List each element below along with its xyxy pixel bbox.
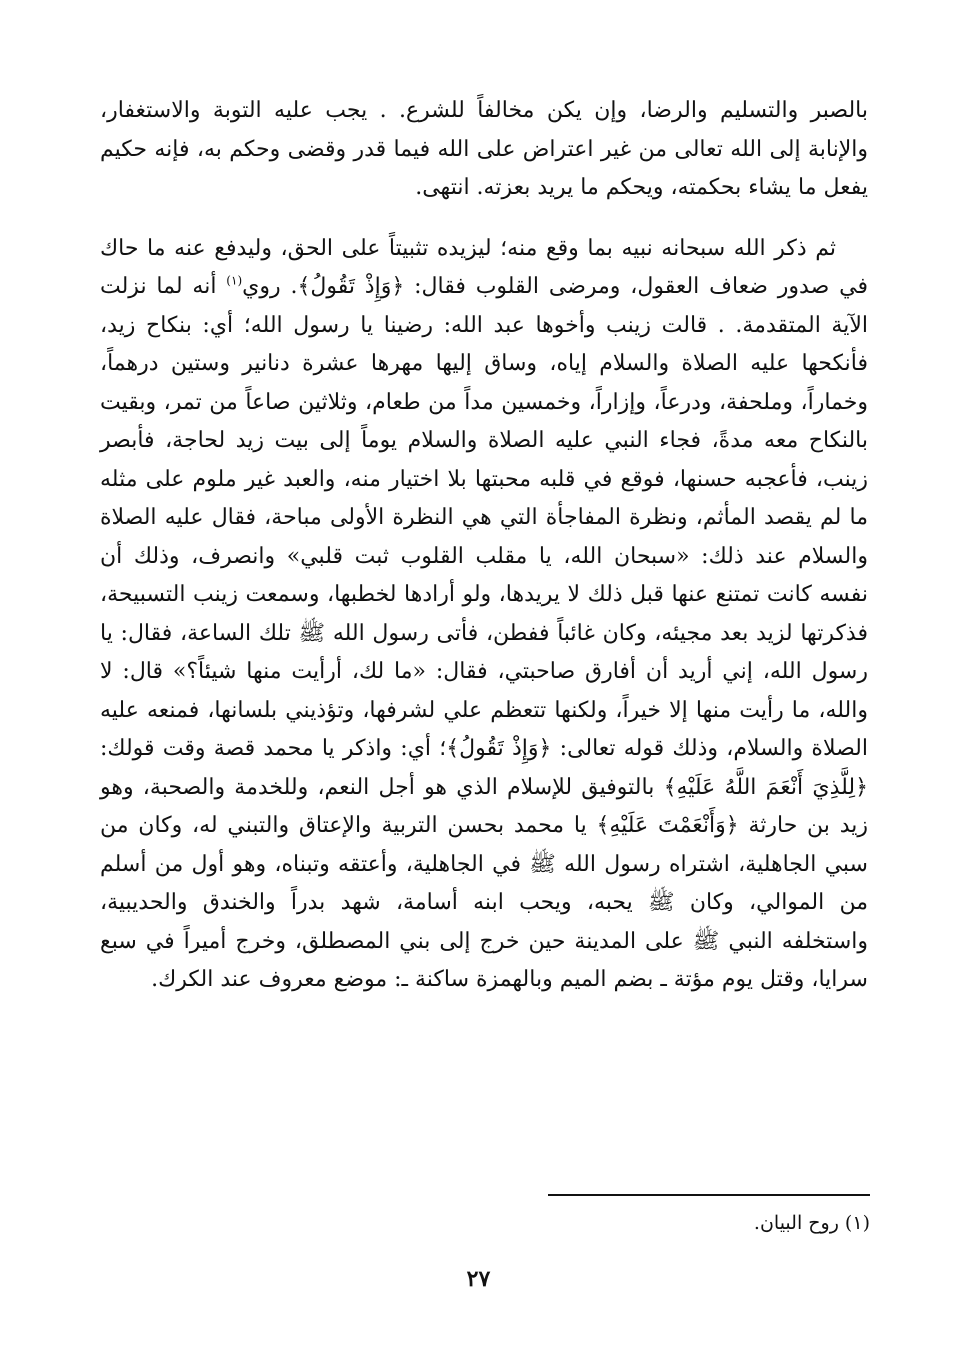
footnote-text: (١) روح البيان. bbox=[753, 1212, 870, 1234]
paragraph-2-text-d: ؛ أي: واذكر يا محمد قصة وقت قولك: bbox=[100, 736, 447, 761]
page-number: ٢٧ bbox=[466, 1266, 491, 1292]
footnote-divider bbox=[548, 1194, 870, 1196]
quran-quote-4: ﴿وَأَنْعَمْتَ عَلَيْهِ﴾ bbox=[596, 813, 739, 838]
footnote-reference[interactable]: (١) bbox=[226, 273, 243, 288]
paragraph-2-text-c: أنه لما نزلت الآية المتقدمة. . قالت زينب وأخوها عبد الله: رضينا يا رسول الله؛ أي: بنكاح زيد، فأنكحها عليه الصلاة والسلام إياه، وساق إليها مهرها عشرة دنانير وستين درهماً، وخماراً، وملحفة، ودرعاً، وإزاراً، وخمسين مداً من طعام، وثلاثين صاعاً من تمر، وبقيت بالنكاح معه مدةً، فجاء النبي عليه الصلاة والسلام يوماً إلى بيت زيد لحاجة، فأبصر زينب، فأعجبه حسنها، فوقع في قلبه محبتها بلا اختيار منه، والعبد غير ملوم على مثله ما لم يقصد المأثم، ونظرة المفاجأة التي هي النظرة الأولى مباحة، فقال عليه الصلاة والسلام عند ذلك: «سبحان الله، يا مقلب القلوب ثبت قلبي» وانصرف، وذلك أن نفسه كانت تمتنع عنها قبل ذلك لا يريدها، ولو أرادها لخطبها، وسمعت زينب التسبيحة، فذكرتها لزيد بعد مجيئه، وكان غائباً ففطن، فأتى رسول الله ﷺ تلك الساعة، فقال: يا رسول الله، إني أريد أن أفارق صاحبتي، فقال: «ما لك، أرأيت منها شيئاً؟» قال: لا والله، ما رأيت منها إلا خيراً، ولكنها تتعظم علي لشرفها، وتؤذيني بلسانها، فمنعه عليه الصلاة والسلام، وذلك قوله تعالى: bbox=[100, 274, 868, 761]
quran-quote-3: ﴿لِلَّذِيَ أَنْعَمَ اللَّهُ عَلَيْهِ﴾ bbox=[663, 774, 868, 800]
paragraph-1-text: بالصبر والتسليم والرضا، وإن يكن مخالفاً للشرع. . يجب عليه التوبة والاستغفار، والإنابة إلى الله تعالى من غير اعتراض على الله فيما قدر وقضى وحكم به، فإنه حكيم يفعل ما يشاء بحكمته، ويحكم ما يريد بعزته. انتهى. bbox=[100, 98, 868, 200]
paragraph-2-text-e: بالتوفيق للإسلام الذي هو أجل النعم، وللخدمة والصحبة، وهو زيد بن حارثة bbox=[100, 774, 868, 838]
paragraph-2-text-b: . روي bbox=[242, 274, 298, 299]
paragraph-2-text-f: يا محمد بحسن التربية والإعتاق والتبني له، وكان من سبي الجاهلية، اشتراه رسول الله ﷺ في الجاهلية، وأعتقه وتبناه، وهو أول من أسلم من الموالي، وكان ﷺ يحبه، ويحب ابنه أسامة، شهد بدراً والخندق والحديبية، واستخلفه النبي ﷺ على المدينة حين خرج إلى بني المصطلق، وخرج أميراً في سبع سرايا، وقتل يوم مؤتة ـ بضم الميم وبالهمزة ساكنة ـ: موضع معروف عند الكرك. bbox=[100, 813, 868, 992]
paragraph-1 bbox=[100, 92, 868, 208]
footnote bbox=[548, 1208, 870, 1238]
paragraph-2 bbox=[100, 230, 868, 1000]
quran-quote-2: ﴿وَإِذْ تَقُولُ﴾ bbox=[446, 736, 552, 761]
page-body bbox=[100, 92, 868, 1000]
paragraph-2-text-a: ثم ذكر الله سبحانه نبيه بما وقع منه؛ ليزيده تثبيتاً على الحق، وليدفع عنه ما حاك في صدور ضعاف العقول، ومرضى القلوب فقال: bbox=[100, 235, 868, 299]
quran-quote-1: ﴿وَإِذْ تَقُولُ﴾ bbox=[297, 274, 405, 299]
